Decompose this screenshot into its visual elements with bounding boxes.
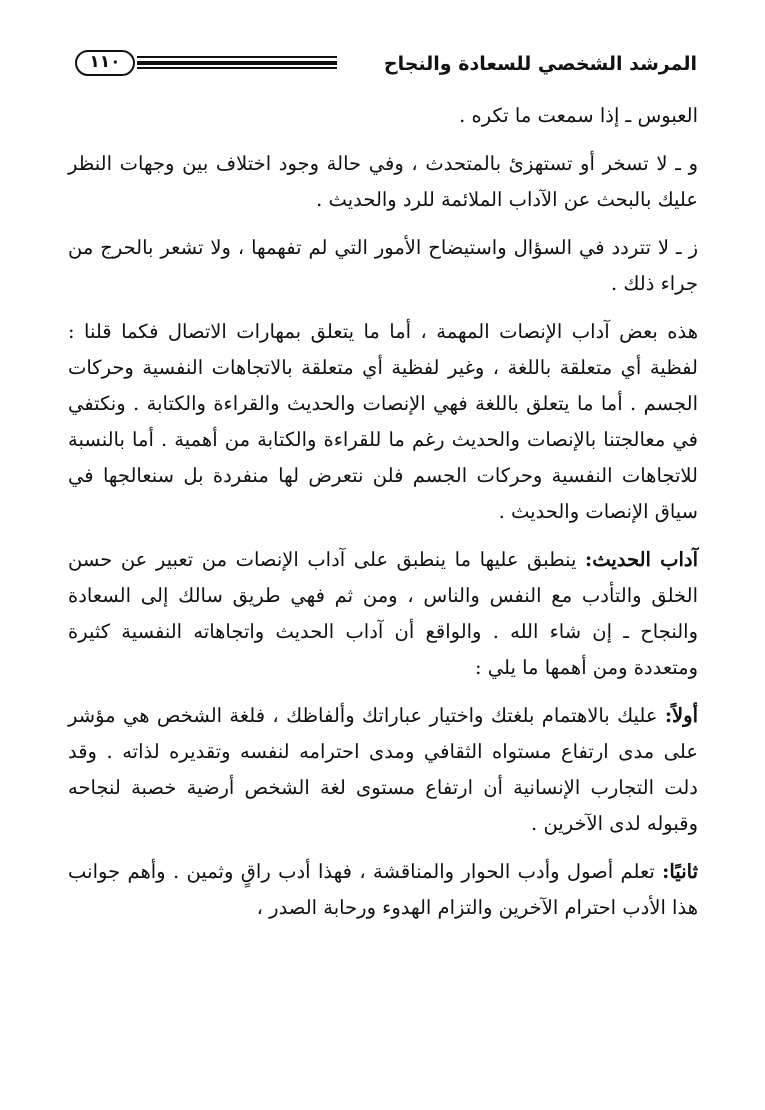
paragraph-text: العبوس ـ إذا سمعت ما تكره . bbox=[459, 104, 698, 127]
paragraph bbox=[68, 854, 698, 926]
paragraph bbox=[68, 542, 698, 686]
paragraph-text: ز ـ لا تتردد في السؤال واستيضاح الأمور التي لم تفهمها ، ولا تشعر بالحرج من جراء ذلك . bbox=[68, 236, 698, 295]
paragraph bbox=[68, 314, 698, 530]
paragraph bbox=[68, 698, 698, 842]
paragraph-lead: ثانيًا: bbox=[662, 860, 698, 883]
paragraph-lead: آداب الحديث: bbox=[585, 548, 698, 571]
paragraph-text: و ـ لا تسخر أو تستهزئ بالمتحدث ، وفي حالة وجود اختلاف بين وجهات النظر عليك بالبحث عن الآداب الملائمة للرد والحديث . bbox=[68, 152, 698, 211]
page-body bbox=[68, 98, 698, 938]
paragraph-lead: أولاً: bbox=[664, 704, 698, 727]
paragraph-text: ينطبق عليها ما ينطبق على آداب الإنصات من تعبير عن حسن الخلق والتأدب مع النفس والناس ، ومن ثم فهي طريق سالك إلى السعادة والنجاح ـ إن شاء الله . والواقع أن آداب الحديث واتجاهاته النفسية كثيرة ومتعددة ومن أهمها ما يلي : bbox=[68, 548, 698, 679]
paragraph-text: تعلم أصول وأدب الحوار والمناقشة ، فهذا أدب راقٍ وثمين . وأهم جوانب هذا الأدب احترام الآخرين والتزام الهدوء ورحابة الصدر ، bbox=[68, 860, 698, 919]
paragraph-text: هذه بعض آداب الإنصات المهمة ، أما ما يتعلق بمهارات الاتصال فكما قلنا : لفظية أي متعلقة باللغة ، وغير لفظية أي متعلقة بالاتجاهات النفسية وحركات الجسم . أما ما يتعلق باللغة فهي الإنصات والحديث والقراءة والكتابة . ونكتفي في معالجتنا بالإنصات والحديث رغم ما للقراءة والكتابة من أهمية . أما بالنسبة للاتجاهات النفسية وحركات الجسم فلن نتعرض لها منفردة بل سنعالجها في سياق الإنصات والحديث . bbox=[68, 320, 698, 523]
header-rule bbox=[137, 56, 337, 68]
page-number: ١١٠ bbox=[75, 50, 135, 76]
paragraph bbox=[68, 230, 698, 302]
paragraph bbox=[68, 98, 698, 134]
page-header bbox=[75, 48, 697, 82]
book-title: المرشد الشخصي للسعادة والنجاح bbox=[383, 53, 697, 75]
paragraph-text: عليك بالاهتمام بلغتك واختيار عباراتك وألفاظك ، فلغة الشخص هي مؤشر على مدى ارتفاع مستواه الثقافي ومدى احترامه لنفسه وتقديره لذاته . وقد دلت التجارب الإنسانية أن ارتفاع مستوى لغة الشخص أرضية خصبة لنجاحه وقبوله لدى الآخرين . bbox=[68, 704, 698, 835]
paragraph bbox=[68, 146, 698, 218]
